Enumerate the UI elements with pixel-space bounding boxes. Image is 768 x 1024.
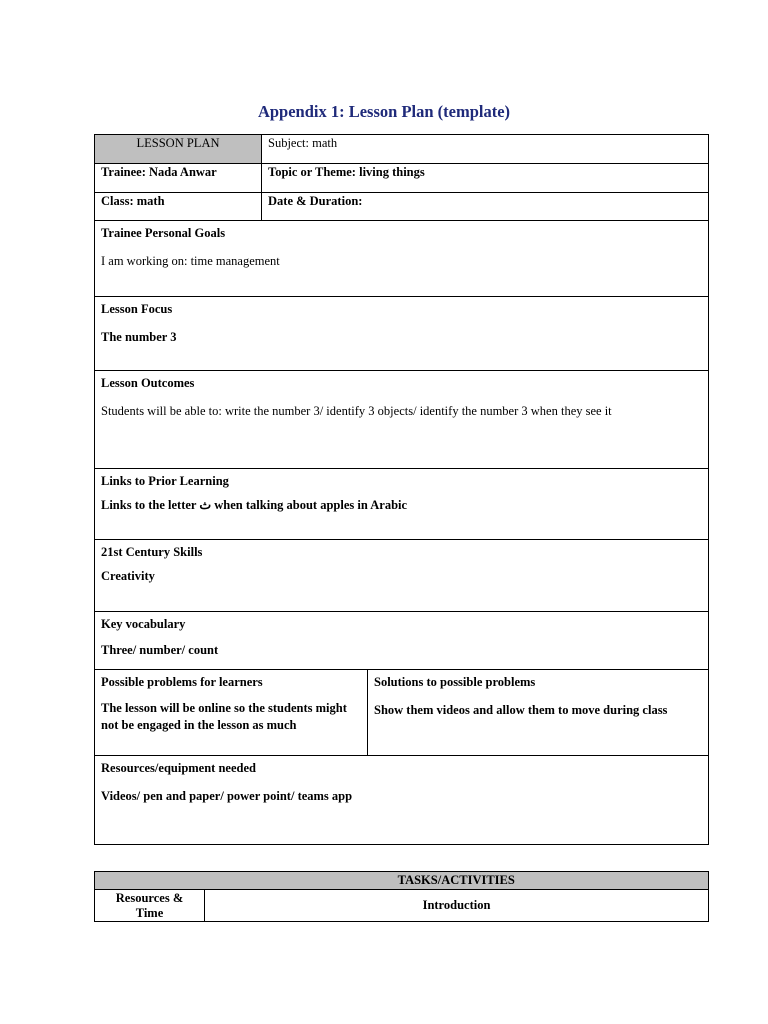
introduction-cell: Introduction <box>205 890 709 922</box>
lesson-outcomes-label: Lesson Outcomes <box>101 376 195 390</box>
lesson-focus-section <box>95 297 709 371</box>
resources-section <box>95 756 709 845</box>
prior-learning-section <box>95 469 709 540</box>
resources-value: Videos/ pen and paper/ power point/ teams app <box>101 789 353 804</box>
personal-goals-section <box>95 221 709 297</box>
possible-problems-label: Possible problems for learners <box>101 675 263 689</box>
subject-cell: Subject: math <box>262 135 709 164</box>
possible-problems-value: The lesson will be online so the students might not be engaged in the lesson as much <box>101 701 347 732</box>
topic-cell: Topic or Theme: living things <box>262 164 709 193</box>
solutions-value: Show them videos and allow them to move during class <box>374 703 668 718</box>
possible-problems-section <box>95 670 368 756</box>
lesson-focus-value: The number 3 <box>101 330 177 345</box>
personal-goals-value: I am working on: time management <box>101 254 280 269</box>
class-cell: Class: math <box>95 193 262 221</box>
date-duration-cell: Date & Duration: <box>262 193 709 221</box>
century-skills-label: 21st Century Skills <box>101 545 203 559</box>
solutions-label: Solutions to possible problems <box>374 675 536 689</box>
trainee-cell: Trainee: Nada Anwar <box>95 164 262 193</box>
tasks-table <box>94 871 709 922</box>
century-skills-value: Creativity <box>101 569 155 584</box>
lesson-outcomes-section <box>95 371 709 469</box>
prior-learning-label: Links to Prior Learning <box>101 474 229 488</box>
key-vocabulary-label: Key vocabulary <box>101 617 186 631</box>
tasks-header-spacer <box>95 872 205 890</box>
prior-learning-value: Links to the letter ث when talking about apples in Arabic <box>101 498 408 513</box>
tasks-header: TASKS/ACTIVITIES <box>205 872 709 890</box>
resources-time-cell: Resources & Time <box>95 890 205 922</box>
lesson-plan-table <box>94 134 709 845</box>
personal-goals-label: Trainee Personal Goals <box>101 226 226 240</box>
key-vocabulary-value: Three/ number/ count <box>101 643 219 658</box>
key-vocabulary-section <box>95 612 709 670</box>
document-title: Appendix 1: Lesson Plan (template) <box>257 102 511 121</box>
resources-label: Resources/equipment needed <box>101 761 256 775</box>
solutions-section <box>368 670 709 756</box>
lesson-focus-label: Lesson Focus <box>101 302 173 316</box>
century-skills-section <box>95 540 709 612</box>
lesson-outcomes-value: Students will be able to: write the number 3/ identify 3 objects/ identify the number 3 when they see it <box>101 404 612 419</box>
lesson-plan-header: LESSON PLAN <box>95 135 262 164</box>
